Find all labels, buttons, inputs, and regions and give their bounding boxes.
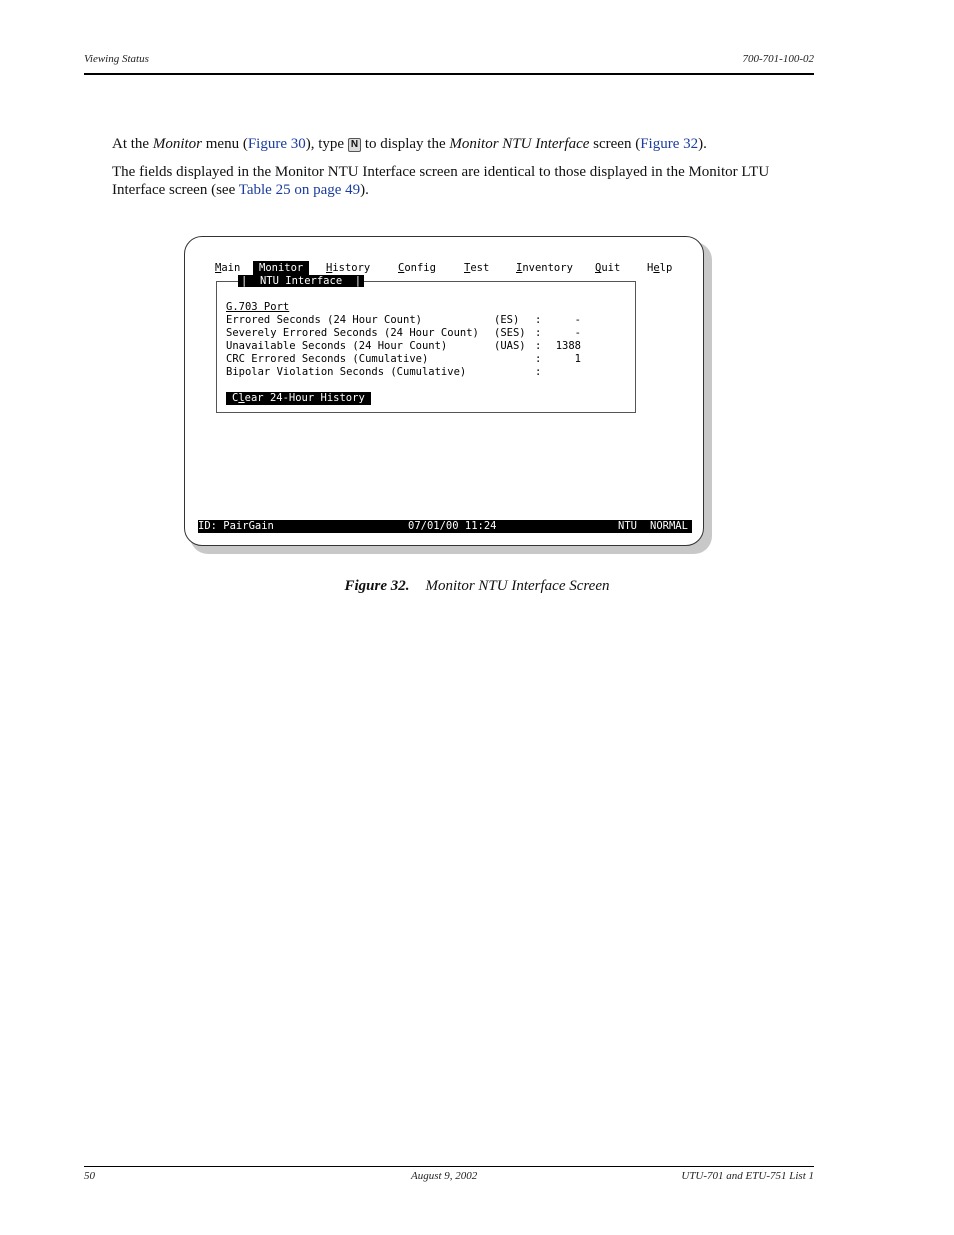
counter-label: Severely Errored Seconds (24 Hour Count) <box>226 327 479 339</box>
text-run: menu ( <box>202 136 248 152</box>
screen-name-term: Monitor NTU Interface <box>449 136 590 152</box>
counter-colon: : <box>535 353 542 365</box>
menu-item-config[interactable] <box>396 261 438 275</box>
counter-colon: : <box>535 314 542 326</box>
counter-label: CRC Errored Seconds (Cumulative) <box>226 353 429 365</box>
button-text: C <box>232 392 239 404</box>
menu-hotkey: Q <box>595 262 602 274</box>
figure-caption <box>0 578 954 595</box>
menu-text: uit <box>601 262 621 274</box>
menu-item-main[interactable] <box>213 261 242 275</box>
counter-value: 1 <box>574 353 581 365</box>
text-run: ). <box>698 136 707 152</box>
counter-value: - <box>574 314 581 326</box>
figure-30-link[interactable]: Figure 30 <box>247 136 306 152</box>
figure-number: Figure 32. <box>344 578 410 594</box>
table-25-link[interactable]: Table 25 on page 49 <box>238 182 361 198</box>
menu-item-help[interactable] <box>645 261 674 275</box>
intro-paragraph <box>112 135 812 153</box>
menu-item-inventory[interactable] <box>514 261 575 275</box>
counter-value: - <box>574 327 581 339</box>
monitor-term: Monitor <box>152 136 202 152</box>
figure-title: Monitor NTU Interface Screen <box>425 578 610 594</box>
menu-item-history[interactable] <box>324 261 372 275</box>
menu-hotkey: e <box>653 262 660 274</box>
footer-date: August 9, 2002 <box>411 1170 478 1182</box>
counter-abbr: (UAS) <box>494 340 526 352</box>
status-datetime: 07/01/00 11:24 <box>408 520 497 532</box>
page-number: 50 <box>84 1170 95 1182</box>
menu-hotkey: I <box>516 262 523 274</box>
fields-paragraph <box>112 163 812 199</box>
status-state: NORMAL <box>650 520 688 532</box>
menu-item-monitor[interactable] <box>253 261 309 275</box>
text-run: ). <box>360 182 369 198</box>
running-header-doc-number: 700-701-100-02 <box>742 53 814 65</box>
menu-bar <box>185 261 705 275</box>
status-bar <box>198 520 692 533</box>
menu-text: H <box>647 262 654 274</box>
text-run: screen ( <box>589 136 641 152</box>
status-unit: NTU <box>618 520 637 532</box>
counter-abbr: (SES) <box>494 327 526 339</box>
menu-hotkey: H <box>326 262 333 274</box>
menu-text: est <box>470 262 490 274</box>
menu-item-test[interactable] <box>462 261 491 275</box>
text-run: The fields displayed in the Monitor NTU Interface screen are identical to those displayed in the Monitor LTU Interface screen (see <box>112 164 770 198</box>
port-heading: G.703 Port <box>226 301 290 313</box>
counter-label: Bipolar Violation Seconds (Cumulative) <box>226 366 467 378</box>
footer-product: UTU-701 and ETU-751 List 1 <box>681 1170 814 1182</box>
counter-colon: : <box>535 340 542 352</box>
counter-label: Unavailable Seconds (24 Hour Count) <box>226 340 448 352</box>
panel-title: | NTU Interface | <box>238 275 364 287</box>
counter-label: Errored Seconds (24 Hour Count) <box>226 314 422 326</box>
menu-hotkey: C <box>398 262 405 274</box>
menu-item-quit[interactable] <box>593 261 622 275</box>
menu-text: Monitor <box>259 262 304 274</box>
header-rule <box>84 73 814 75</box>
text-run: to display the <box>361 136 450 152</box>
menu-text: lp <box>659 262 673 274</box>
menu-text: nventory <box>522 262 573 274</box>
menu-text: onfig <box>404 262 436 274</box>
running-header-section: Viewing Status <box>84 53 149 65</box>
menu-hotkey: M <box>215 262 222 274</box>
menu-text: ain <box>221 262 241 274</box>
menu-text: istory <box>332 262 371 274</box>
button-hotkey: l <box>238 392 245 404</box>
counter-abbr: (ES) <box>494 314 520 326</box>
counter-colon: : <box>535 327 542 339</box>
figure-32-link[interactable]: Figure 32 <box>640 136 699 152</box>
menu-hotkey: T <box>464 262 471 274</box>
counter-value: 1388 <box>555 340 581 352</box>
key-n-glyph: N <box>348 138 361 152</box>
status-id: ID: PairGain <box>198 520 274 532</box>
counter-colon: : <box>535 366 542 378</box>
footer-rule <box>84 1166 814 1167</box>
clear-history-button[interactable] <box>226 392 371 405</box>
terminal-screen <box>184 236 704 546</box>
button-text: ear 24-Hour History <box>244 392 365 404</box>
text-run: At the <box>112 136 153 152</box>
text-run: ), type <box>305 136 348 152</box>
